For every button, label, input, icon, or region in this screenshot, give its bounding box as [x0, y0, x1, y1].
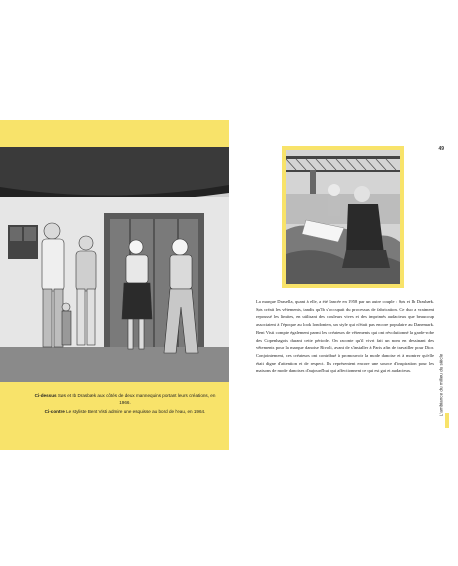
running-head-text: L'ambiance du milieu du siècle	[438, 353, 444, 417]
caption-top	[30, 392, 220, 406]
page-number: 49	[438, 146, 444, 152]
running-head-marker	[445, 413, 449, 428]
caption-top-text: Søs et Ib Drasbæk aux côtés de deux mannequins portant leurs créations, en 1966.	[57, 393, 216, 405]
caption-bottom-text: Le styliste Bent Visti admire une esquisse au bord de l'eau, en 1964.	[66, 409, 206, 414]
designer-photo	[282, 146, 404, 288]
article-body: La marque Drasella, quant à elle, a été lancée en 1958 par un autre couple : Søs et Ib Drasbæk. Søs créait les vêtements, tandis qu'Ib s'occupait du processus de fabrication. Ce duo a vraiment repoussé les limites, en utilisant des couleurs vives et des imprimés audacieux que beaucoup associaient à l'époque au look londonien, un style qui n'était pas encore populaire au Danemark. Bent Visti compte également parmi les créateurs de vêtements qui ont révolutionné la garde-robe des Copenhagois durant cette période. On raconte qu'il vivrt fait un nom en dessinant des vêtements pour la marque danoise Rivoli, avant de s'installer à Paris afin de travailler pour Dior. Conjointement, ces créateurs ont contribué à promouvoir la mode danoise et à montrer qu'elle était digne d'attention et de respect. Ils représentent encore une source d'inspiration pour les maisons de mode danoises d'aujourd'hui qui affectionnent ce qui est gai et audacieux.	[256, 299, 434, 374]
photo-captions	[30, 392, 220, 417]
caption-top-label: Ci-dessus	[34, 393, 57, 398]
caption-bottom-label: Ci-contre	[44, 409, 65, 414]
book-spread	[0, 120, 458, 450]
group-photo	[0, 147, 229, 410]
right-page	[229, 120, 458, 450]
left-page	[0, 120, 229, 450]
caption-bottom	[30, 408, 220, 415]
